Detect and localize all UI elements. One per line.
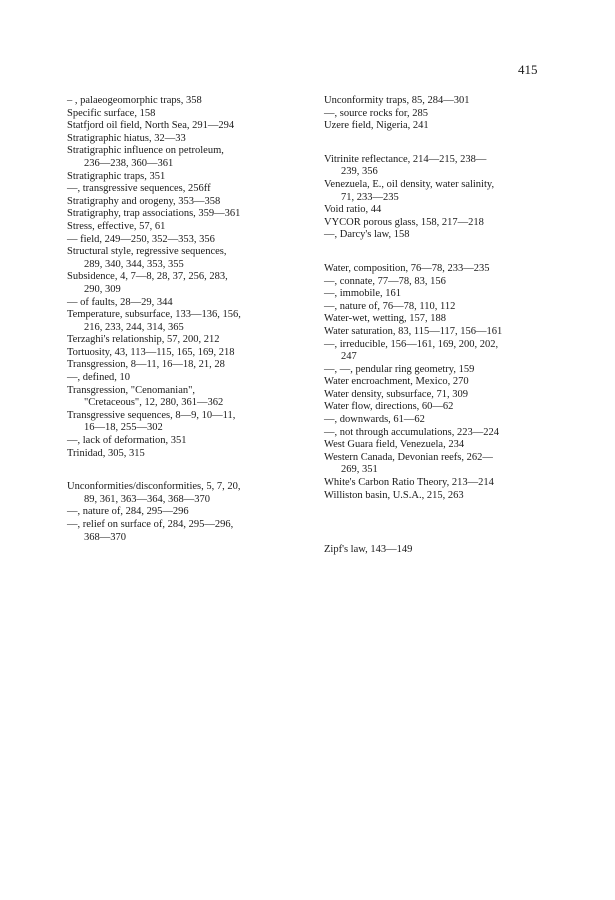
index-entry (324, 95, 574, 108)
index-entry (324, 364, 574, 377)
index-entry-line: Transgression, "Cenomanian", (67, 384, 196, 396)
index-entry-line: Unconformities/disconformities, 5, 7, 20, (67, 481, 241, 493)
index-entry-line: Tortuosity, 43, 113—115, 165, 169, 218 (67, 346, 235, 358)
index-entry-line: 236—238, 360—361 (84, 157, 174, 169)
index-entry-line: Stratigraphic hiatus, 32—33 (67, 132, 186, 144)
index-entry-line: Statfjord oil field, North Sea, 291—294 (67, 120, 235, 132)
index-entry (67, 208, 312, 221)
index-entry (67, 309, 312, 334)
index-entry-line: Venezuela, E., oil density, water salinity, (324, 178, 495, 190)
index-entry-line: Williston basin, U.S.A., 215, 263 (324, 489, 464, 501)
index-entry (67, 435, 312, 448)
index-entry (324, 276, 574, 289)
index-gap (324, 242, 574, 263)
index-gap (324, 133, 574, 154)
index-entry-line: Western Canada, Devonian reefs, 262— (324, 451, 493, 463)
index-entry (67, 133, 312, 146)
index-gap (324, 523, 574, 544)
index-entry (67, 506, 312, 519)
index-entry-line: Transgression, 8—11, 16—18, 21, 28 (67, 359, 225, 371)
index-entry-line: Water flow, directions, 60—62 (324, 401, 454, 413)
index-entry (324, 120, 574, 133)
index-entry-line: 247 (341, 351, 357, 363)
index-entry-line: —, not through accumulations, 223—224 (324, 426, 499, 438)
index-entry (324, 179, 574, 204)
index-entry-line: Vitrinite reflectance, 214—215, 238— (324, 153, 487, 165)
index-entry-line: —, —, pendular ring geometry, 159 (324, 363, 475, 375)
index-entry-line: —, transgressive sequences, 256ff (67, 183, 211, 195)
index-entry-line: —, Darcy's law, 158 (324, 229, 410, 241)
index-entry-line: 289, 340, 344, 353, 355 (84, 258, 184, 270)
index-entry (67, 271, 312, 296)
index-entry-line: Terzaghi's relationship, 57, 200, 212 (67, 334, 220, 346)
index-entry-line: Stratigraphy and orogeny, 353—358 (67, 195, 221, 207)
index-entry-line: Transgressive sequences, 8—9, 10—11, (67, 409, 236, 421)
index-entry (324, 154, 574, 179)
index-entry (67, 481, 312, 506)
index-entry (324, 263, 574, 276)
index-entry (324, 490, 574, 503)
index-entry (324, 389, 574, 402)
index-entry-line: Specific surface, 158 (67, 107, 156, 119)
index-entry-line: Water-wet, wetting, 157, 188 (324, 313, 446, 325)
index-entry-line: West Guara field, Venezuela, 234 (324, 439, 465, 451)
index-entry-line: —, source rocks for, 285 (324, 107, 428, 119)
index-entry (67, 448, 312, 461)
index-entry (324, 401, 574, 414)
index-entry-line: Stratigraphic influence on petroleum, (67, 145, 224, 157)
index-entry-line: —, nature of, 76—78, 110, 112 (324, 300, 456, 312)
index-entry-line: —, irreducible, 156—161, 169, 200, 202, (324, 338, 499, 350)
index-entry (67, 334, 312, 347)
index-entry (67, 246, 312, 271)
index-entry (67, 183, 312, 196)
index-entry-line: Stratigraphy, trap associations, 359—361 (67, 208, 241, 220)
index-entry-line: — of faults, 28—29, 344 (67, 296, 173, 308)
index-entry (67, 297, 312, 310)
page-number: 415 (518, 62, 538, 77)
index-entry-line: 16—18, 255—302 (84, 422, 163, 434)
index-column-left (67, 95, 312, 544)
index-entry (324, 427, 574, 440)
index-entry-line: —, lack of deformation, 351 (67, 435, 187, 447)
index-entry-line: —, nature of, 284, 295—296 (67, 506, 189, 518)
index-entry (324, 108, 574, 121)
index-entry-line: Temperature, subsurface, 133—136, 156, (67, 309, 241, 321)
index-entry-line: Trinidad, 305, 315 (67, 447, 145, 459)
index-entry (67, 108, 312, 121)
index-entry-line: —, immobile, 161 (324, 288, 401, 300)
index-entry (324, 204, 574, 217)
index-entry-line: 71, 233—235 (341, 191, 399, 203)
index-entry-line: —, relief on surface of, 284, 295—296, (67, 519, 234, 530)
index-entry (324, 414, 574, 427)
index-entry-line: — field, 249—250, 352—353, 356 (67, 233, 215, 245)
index-entry (67, 234, 312, 247)
index-gap (67, 460, 312, 481)
index-entry-line: Water, composition, 76—78, 233—235 (324, 262, 490, 274)
index-entry (67, 385, 312, 410)
index-entry-line: 368—370 (84, 531, 126, 543)
index-entry (324, 477, 574, 490)
index-entry-line: VYCOR porous glass, 158, 217—218 (324, 216, 484, 228)
index-entry (324, 288, 574, 301)
index-entry (324, 544, 574, 557)
index-entry-line: Zipf's law, 143—149 (324, 544, 413, 556)
index-entry-line: Stress, effective, 57, 61 (67, 220, 166, 232)
index-entry-line: 269, 351 (341, 464, 378, 476)
index-entry (67, 171, 312, 184)
index-entry (67, 359, 312, 372)
index-gap (324, 502, 574, 523)
index-entry-line: 89, 361, 363—364, 368—370 (84, 493, 210, 505)
index-entry-line: —, defined, 10 (67, 372, 130, 384)
index-entry (67, 519, 312, 544)
index-entry-line: Water density, subsurface, 71, 309 (324, 388, 468, 400)
index-entry-line: Water saturation, 83, 115—117, 156—161 (324, 325, 503, 337)
index-entry-line: Water encroachment, Mexico, 270 (324, 376, 469, 388)
index-entry (67, 95, 312, 108)
index-entry-line: Uzere field, Nigeria, 241 (324, 120, 429, 132)
index-entry-line: "Cretaceous", 12, 280, 361—362 (84, 397, 224, 409)
index-entry (67, 120, 312, 133)
index-entry-line: 290, 309 (84, 283, 121, 295)
index-entry-line: Unconformity traps, 85, 284—301 (324, 95, 470, 106)
index-entry (67, 221, 312, 234)
index-entry-line: Subsidence, 4, 7—8, 28, 37, 256, 283, (67, 271, 228, 283)
index-entry-line: – , palaeogeomorphic traps, 358 (67, 95, 202, 106)
index-entry-line: 216, 233, 244, 314, 365 (84, 321, 184, 333)
index-entry (324, 217, 574, 230)
index-entry (324, 301, 574, 314)
index-entry-line: Stratigraphic traps, 351 (67, 170, 166, 182)
index-entry (324, 439, 574, 452)
index-entry (324, 326, 574, 339)
index-entry-line: —, connate, 77—78, 83, 156 (324, 275, 446, 287)
index-entry (324, 339, 574, 364)
index-entry-line: Void ratio, 44 (324, 204, 382, 216)
index-entry (324, 313, 574, 326)
index-entry (324, 229, 574, 242)
index-column-right (324, 95, 574, 557)
index-entry-line: 239, 356 (341, 166, 378, 178)
index-entry-line: Structural style, regressive sequences, (67, 246, 227, 258)
index-entry (67, 196, 312, 209)
index-entry (67, 372, 312, 385)
index-entry (324, 452, 574, 477)
index-entry (324, 376, 574, 389)
index-entry (67, 347, 312, 360)
index-entry-line: White's Carbon Ratio Theory, 213—214 (324, 477, 494, 489)
index-entry-line: —, downwards, 61—62 (324, 414, 425, 426)
index-entry (67, 145, 312, 170)
index-entry (67, 410, 312, 435)
